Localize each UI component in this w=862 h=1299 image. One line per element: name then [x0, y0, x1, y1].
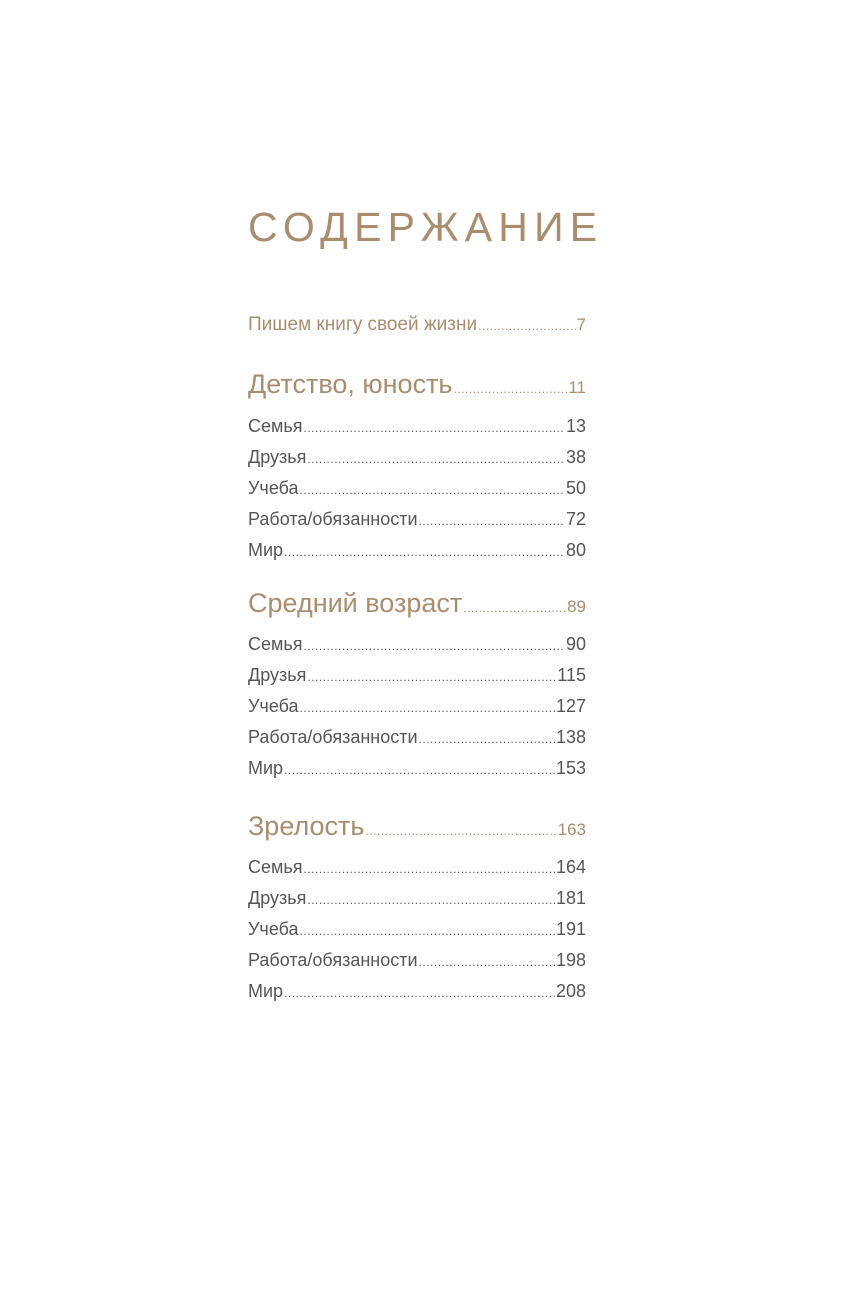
toc-entry[interactable] [248, 857, 586, 878]
dot-leader [463, 601, 566, 615]
toc-page-number: 208 [555, 981, 586, 1001]
toc-entry-label: Друзья [248, 447, 307, 467]
toc-entry[interactable] [248, 478, 586, 499]
toc-page-number: 138 [555, 727, 586, 747]
toc-entry-label: Друзья [248, 888, 307, 908]
toc-entry-label: Семья [248, 857, 303, 877]
toc-section-middle-age[interactable] [248, 588, 586, 619]
toc-page-number: 80 [565, 540, 586, 560]
toc-page-number: 127 [555, 696, 586, 716]
toc-entry[interactable] [248, 540, 586, 561]
toc-page-number: 90 [565, 634, 586, 654]
dot-leader [284, 986, 555, 1000]
dot-leader [307, 452, 565, 466]
toc-entry[interactable] [248, 634, 586, 655]
dot-leader [300, 924, 555, 938]
dot-leader [300, 483, 565, 497]
dot-leader [300, 701, 555, 715]
toc-page-number: 198 [555, 950, 586, 970]
toc-entry[interactable] [248, 950, 586, 971]
toc-page-number: 72 [565, 509, 586, 529]
toc-page-number: 191 [555, 919, 586, 939]
toc-page-number: 164 [555, 857, 586, 877]
toc-entry[interactable] [248, 447, 586, 468]
toc-entry[interactable] [248, 981, 586, 1002]
dot-leader [284, 763, 555, 777]
toc-entry-label: Пишем книгу своей жизни [248, 314, 478, 335]
toc-section-label: Детство, юность [248, 369, 453, 399]
dot-leader [284, 545, 565, 559]
toc-entry[interactable] [248, 509, 586, 530]
toc-section-childhood[interactable] [248, 369, 586, 400]
toc-section-label: Средний возраст [248, 588, 463, 618]
dot-leader [304, 862, 555, 876]
toc-entry-label: Учеба [248, 478, 299, 498]
toc-entry-label: Учеба [248, 919, 299, 939]
toc-entry-label: Друзья [248, 665, 307, 685]
dot-leader [304, 421, 565, 435]
toc-entry[interactable] [248, 919, 586, 940]
toc-entry[interactable] [248, 416, 586, 437]
page-title: СОДЕРЖАНИЕ [248, 204, 604, 250]
toc-page-number: 38 [565, 447, 586, 467]
dot-leader [304, 639, 565, 653]
dot-leader [454, 382, 568, 396]
toc-entry-label: Работа/обязанности [248, 950, 418, 970]
toc-entry-label: Работа/обязанности [248, 727, 418, 747]
dot-leader [365, 824, 556, 838]
toc-entry-label: Мир [248, 540, 284, 560]
toc-page-number: 181 [555, 888, 586, 908]
toc-entry-label: Семья [248, 634, 303, 654]
toc-page-number: 7 [576, 315, 586, 334]
toc-page-number: 89 [567, 597, 586, 616]
toc-entry-label: Мир [248, 981, 284, 1001]
toc-section-label: Зрелость [248, 811, 365, 841]
toc-entry-label: Семья [248, 416, 303, 436]
toc-page-number: 153 [555, 758, 586, 778]
toc-page-number: 50 [565, 478, 586, 498]
toc-page-number: 11 [568, 378, 586, 397]
toc-entry[interactable] [248, 758, 586, 779]
toc-page-number: 163 [557, 820, 586, 839]
dot-leader [419, 514, 565, 528]
toc-entry-label: Работа/обязанности [248, 509, 418, 529]
dot-leader [307, 893, 555, 907]
toc-entry-label: Учеба [248, 696, 299, 716]
toc-section-maturity[interactable] [248, 811, 586, 842]
toc-entry-label: Мир [248, 758, 284, 778]
toc-page-number: 13 [565, 416, 586, 436]
toc-entry[interactable] [248, 727, 586, 748]
dot-leader [419, 732, 555, 746]
dot-leader [307, 670, 556, 684]
toc-entry-intro[interactable] [248, 314, 586, 336]
toc-entry[interactable] [248, 696, 586, 717]
toc-entry[interactable] [248, 665, 586, 686]
dot-leader [478, 319, 575, 333]
toc-entry[interactable] [248, 888, 586, 909]
dot-leader [419, 955, 555, 969]
toc-page-number: 115 [557, 665, 586, 685]
